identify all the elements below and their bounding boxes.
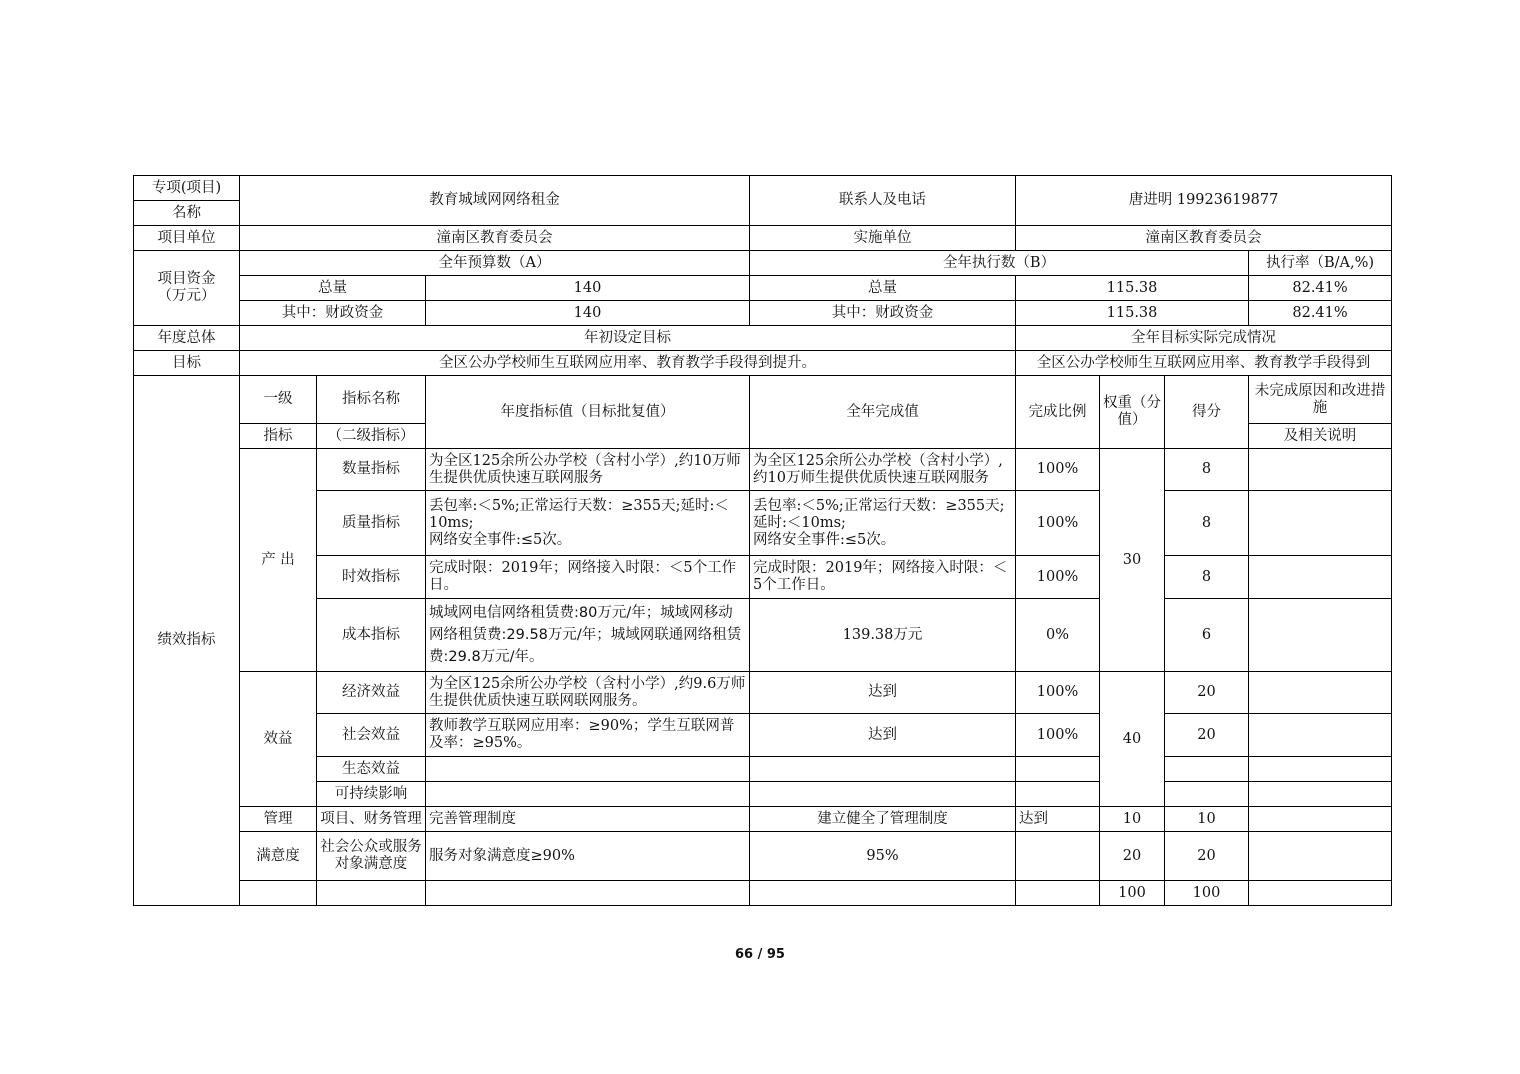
eco-actual [750, 757, 1016, 782]
project-name-value: 教育城域网网络租金 [240, 176, 750, 226]
col-name-b: （二级指标） [317, 424, 426, 449]
fiscal-label: 其中：财政资金 [240, 301, 426, 326]
mgmt-actual: 建立健全了管理制度 [750, 807, 1016, 832]
satisfaction-ratio [1016, 832, 1100, 881]
total-name [317, 881, 426, 906]
total-label: 总量 [240, 276, 426, 301]
mgmt-weight: 10 [1100, 807, 1165, 832]
social-target: 教师教学互联网应用率：≥90%；学生互联网普及率：≥95%。 [426, 714, 750, 757]
benefit-label: 效益 [240, 672, 317, 807]
output-label: 产 出 [240, 449, 317, 672]
mgmt-name: 项目、财务管理 [317, 807, 426, 832]
actual-goal-header: 全年目标实际完成情况 [1016, 326, 1392, 351]
total-target [426, 881, 750, 906]
performance-table [133, 175, 1392, 906]
mgmt-target: 完善管理制度 [426, 807, 750, 832]
satisfaction-actual: 95% [750, 832, 1016, 881]
social-ratio: 100% [1016, 714, 1100, 757]
mgmt-reason [1249, 807, 1392, 832]
col-level1-a: 一级 [240, 376, 317, 424]
project-name-label-2: 名称 [134, 201, 240, 226]
funds-label [134, 251, 240, 326]
timeliness-actual: 完成时限：2019年；网络接入时限：＜5个工作日。 [750, 556, 1016, 599]
quality-actual-line-2: 延时:＜10ms; [753, 514, 846, 531]
eco-score [1165, 757, 1249, 782]
fiscal-exec: 115.38 [1016, 301, 1249, 326]
cost-score: 6 [1165, 599, 1249, 672]
col-reason-a: 未完成原因和改进措施 [1249, 376, 1392, 424]
sustain-name: 可持续影响 [317, 782, 426, 807]
quantity-score: 8 [1165, 449, 1249, 491]
quality-target [426, 491, 750, 556]
initial-goal-header: 年初设定目标 [240, 326, 1016, 351]
contact-value: 唐进明 19923619877 [1016, 176, 1392, 226]
quality-reason [1249, 491, 1392, 556]
col-reason-b: 及相关说明 [1249, 424, 1392, 449]
quantity-actual: 为全区125余所公办学校（含村小学）,约10万师生提供优质快速互联网服务 [750, 449, 1016, 491]
cost-target: 城域网电信网络租赁费:80万元/年；城域网移动网络租赁费:29.58万元/年；城域网联通网络租赁费:29.8万元/年。 [426, 599, 750, 672]
satisfaction-weight: 20 [1100, 832, 1165, 881]
actual-goal-text: 全区公办学校师生互联网应用率、教育教学手段得到 [1016, 351, 1392, 376]
social-reason [1249, 714, 1392, 757]
cost-ratio: 0% [1016, 599, 1100, 672]
col-ratio: 完成比例 [1016, 376, 1100, 449]
quality-actual [750, 491, 1016, 556]
contact-label: 联系人及电话 [750, 176, 1016, 226]
col-score: 得分 [1165, 376, 1249, 449]
unit-value: 潼南区教育委员会 [240, 226, 750, 251]
economic-target: 为全区125余所公办学校（含村小学）,约9.6万师生提供优质快速互联网联网服务。 [426, 672, 750, 714]
total-reason [1249, 881, 1392, 906]
satisfaction-name [317, 832, 426, 881]
funds-label-2: （万元） [157, 288, 216, 304]
satisfaction-score: 20 [1165, 832, 1249, 881]
eco-name: 生态效益 [317, 757, 426, 782]
timeliness-score: 8 [1165, 556, 1249, 599]
quality-ratio: 100% [1016, 491, 1100, 556]
impl-value: 潼南区教育委员会 [1016, 226, 1392, 251]
mgmt-level1: 管理 [240, 807, 317, 832]
timeliness-ratio: 100% [1016, 556, 1100, 599]
perf-label: 绩效指标 [134, 376, 240, 906]
benefit-weight: 40 [1100, 672, 1165, 807]
quality-score: 8 [1165, 491, 1249, 556]
total-weight: 100 [1100, 881, 1165, 906]
output-weight: 30 [1100, 449, 1165, 672]
sustain-reason [1249, 782, 1392, 807]
total-actual [750, 881, 1016, 906]
quantity-target: 为全区125余所公办学校（含村小学）,约10万师生提供优质快速互联网服务 [426, 449, 750, 491]
timeliness-reason [1249, 556, 1392, 599]
economic-actual: 达到 [750, 672, 1016, 714]
quality-actual-line-3: 网络安全事件:≤5次。 [753, 531, 896, 548]
performance-table-sheet [133, 175, 1391, 906]
total-level1 [240, 881, 317, 906]
cost-name: 成本指标 [317, 599, 426, 672]
col-level1-b: 指标 [240, 424, 317, 449]
total-budget: 140 [426, 276, 750, 301]
sustain-actual [750, 782, 1016, 807]
mgmt-score: 10 [1165, 807, 1249, 832]
eco-reason [1249, 757, 1392, 782]
total-ratio [1016, 881, 1100, 906]
cost-reason [1249, 599, 1392, 672]
economic-reason [1249, 672, 1392, 714]
quality-target-line-1: 丢包率:＜5%;正常运行天数：≥355天;延时:＜10ms; [429, 497, 729, 531]
timeliness-name: 时效指标 [317, 556, 426, 599]
economic-score: 20 [1165, 672, 1249, 714]
col-name-a: 指标名称 [317, 376, 426, 424]
economic-name: 经济效益 [317, 672, 426, 714]
budget-header: 全年预算数（A） [240, 251, 750, 276]
initial-goal-text: 全区公办学校师生互联网应用率、教育教学手段得到提升。 [240, 351, 1016, 376]
satisfaction-name-line-2: 对象满意度 [334, 856, 408, 872]
sustain-target [426, 782, 750, 807]
exec-header: 全年执行数（B） [750, 251, 1249, 276]
quality-actual-line-1: 丢包率:＜5%;正常运行天数：≥355天; [753, 497, 1005, 514]
col-weight: 权重（分值） [1100, 376, 1165, 449]
fiscal-rate: 82.41% [1249, 301, 1392, 326]
quality-name: 质量指标 [317, 491, 426, 556]
satisfaction-name-line-1: 社会公众或服务 [320, 839, 422, 855]
funds-label-1: 项目资金 [157, 271, 216, 287]
timeliness-target: 完成时限：2019年；网络接入时限：＜5个工作日。 [426, 556, 750, 599]
goals-label-2: 目标 [134, 351, 240, 376]
sustain-ratio [1016, 782, 1100, 807]
satisfaction-reason [1249, 832, 1392, 881]
mgmt-ratio: 达到 [1016, 807, 1100, 832]
quantity-ratio: 100% [1016, 449, 1100, 491]
goals-label-1: 年度总体 [134, 326, 240, 351]
satisfaction-target: 服务对象满意度≥90% [426, 832, 750, 881]
col-actual: 全年完成值 [750, 376, 1016, 449]
total-score: 100 [1165, 881, 1249, 906]
quantity-reason [1249, 449, 1392, 491]
total-exec-label: 总量 [750, 276, 1016, 301]
total-exec: 115.38 [1016, 276, 1249, 301]
social-score: 20 [1165, 714, 1249, 757]
social-actual: 达到 [750, 714, 1016, 757]
impl-label: 实施单位 [750, 226, 1016, 251]
fiscal-exec-label: 其中：财政资金 [750, 301, 1016, 326]
economic-ratio: 100% [1016, 672, 1100, 714]
cost-actual: 139.38万元 [750, 599, 1016, 672]
unit-label: 项目单位 [134, 226, 240, 251]
eco-target [426, 757, 750, 782]
fiscal-budget: 140 [426, 301, 750, 326]
quantity-name: 数量指标 [317, 449, 426, 491]
sustain-score [1165, 782, 1249, 807]
rate-header: 执行率（B/A,%) [1249, 251, 1392, 276]
project-name-label-1: 专项(项目) [134, 176, 240, 201]
col-target: 年度指标值（目标批复值） [426, 376, 750, 449]
satisfaction-level1: 满意度 [240, 832, 317, 881]
eco-ratio [1016, 757, 1100, 782]
total-rate: 82.41% [1249, 276, 1392, 301]
social-name: 社会效益 [317, 714, 426, 757]
quality-target-line-2: 网络安全事件:≤5次。 [429, 531, 572, 548]
page-number: 66 / 95 [735, 947, 785, 962]
